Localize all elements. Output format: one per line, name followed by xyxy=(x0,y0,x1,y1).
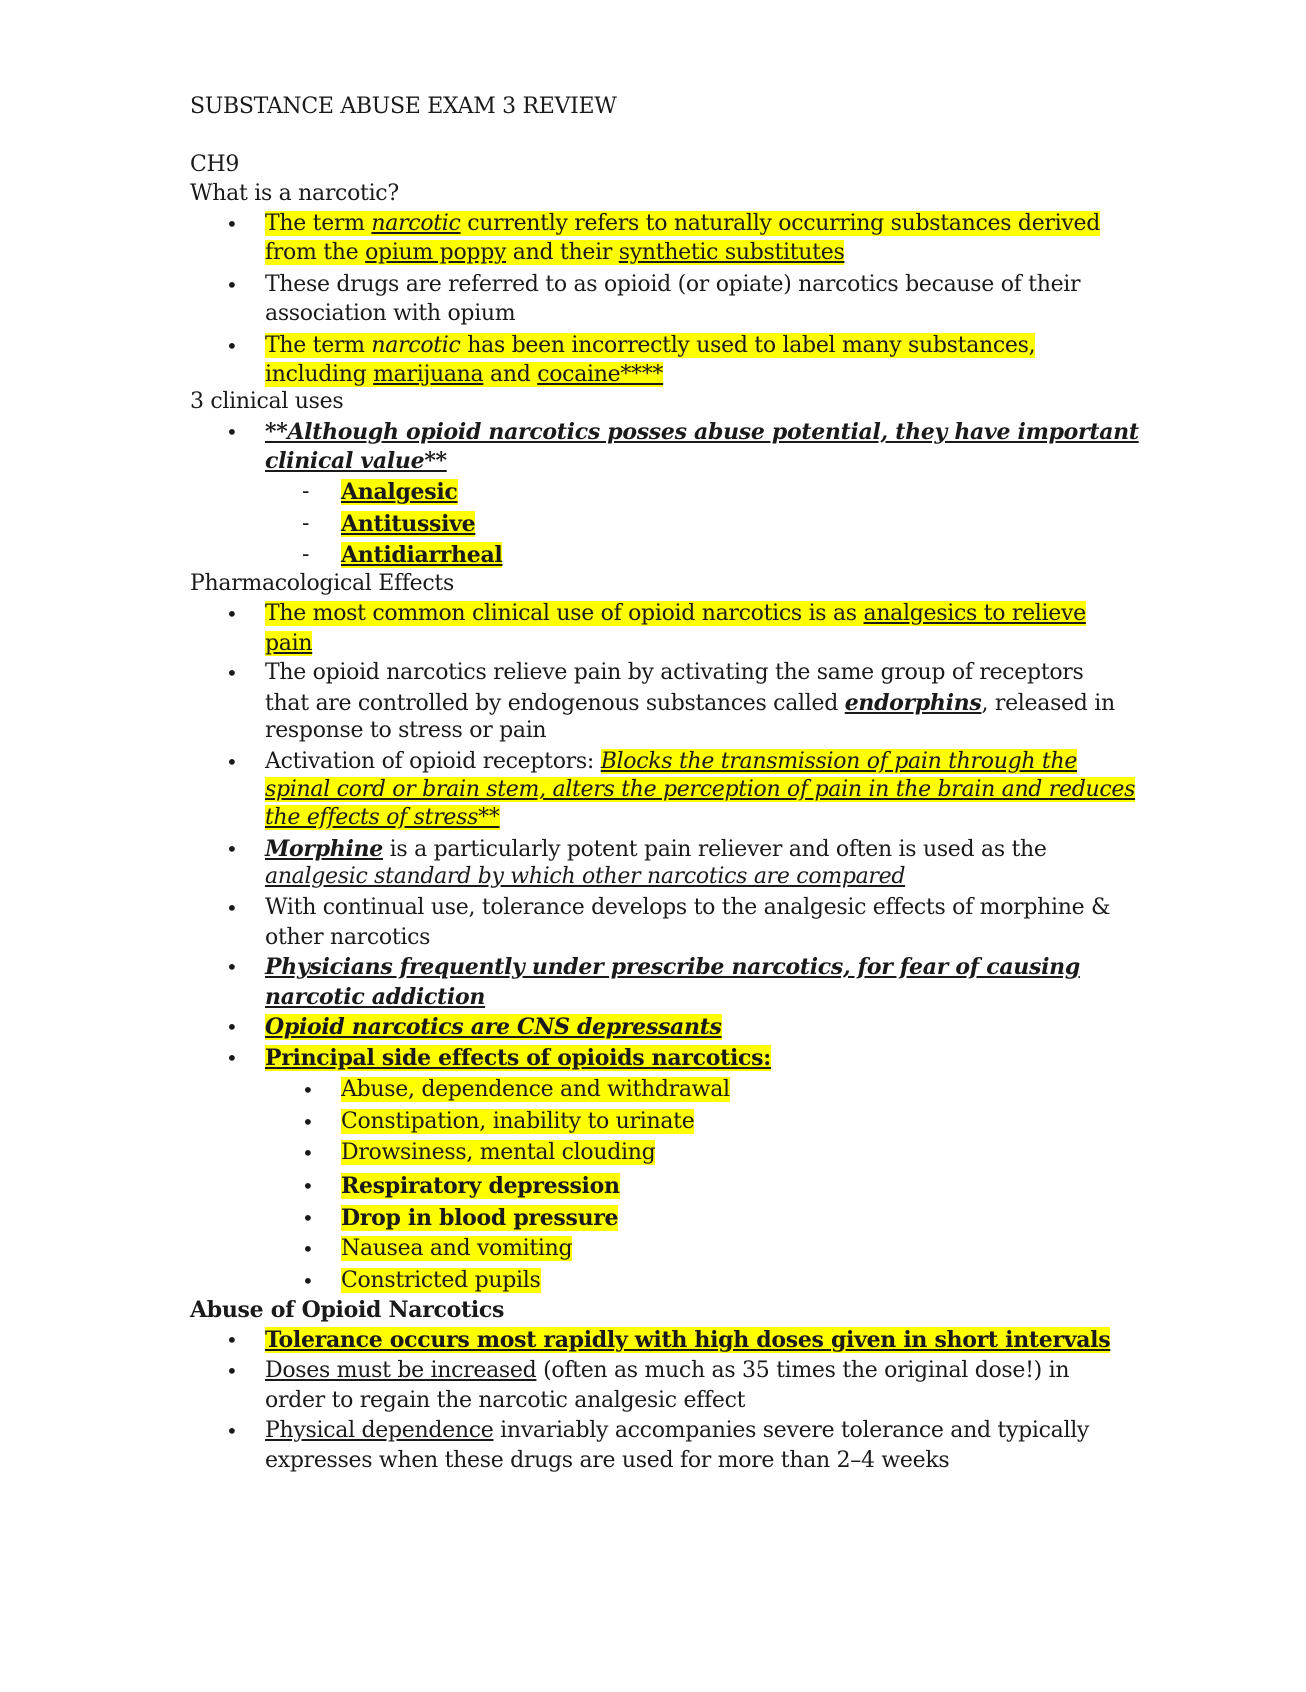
list-item: **Although opioid narcotics posses abuse potential, they have important xyxy=(265,419,1139,445)
bullet-icon: • xyxy=(226,955,238,979)
list-item: The most common clinical use of opioid narcotics is as analgesics to relieve xyxy=(265,601,1086,626)
list-item-cont: that are controlled by endogenous substances called endorphins, released in xyxy=(265,690,1115,716)
list-item: Drop in blood pressure xyxy=(341,1205,619,1231)
bullet-icon: • xyxy=(302,1141,314,1165)
list-item-cont: expresses when these drugs are used for more than 2–4 weeks xyxy=(265,1448,950,1473)
list-item: Constipation, inability to urinate xyxy=(341,1109,695,1134)
list-item-cont: from the opium poppy and their synthetic substitutes xyxy=(265,240,845,265)
list-item: The term narcotic currently refers to naturally occurring substances derived xyxy=(265,211,1101,236)
list-item: Opioid narcotics are CNS depressants xyxy=(265,1014,722,1040)
bullet-icon: • xyxy=(302,1269,314,1293)
section-heading: What is a narcotic? xyxy=(190,181,399,206)
list-item: These drugs are referred to as opioid (or opiate) narcotics because of their xyxy=(265,272,1081,297)
bullet-icon: • xyxy=(302,1078,314,1102)
bullet-icon: • xyxy=(226,1015,238,1039)
bullet-icon: • xyxy=(226,1419,238,1443)
bullet-icon: • xyxy=(226,837,238,861)
list-item-cont: analgesic standard by which other narcotics are compared xyxy=(265,864,906,889)
list-item-cont: response to stress or pain xyxy=(265,718,547,743)
list-item: Physical dependence invariably accompanies severe tolerance and typically xyxy=(265,1418,1090,1443)
list-item: Antidiarrheal xyxy=(341,542,503,568)
list-item: Nausea and vomiting xyxy=(341,1236,573,1261)
bullet-icon: • xyxy=(226,1328,238,1352)
list-item: Drowsiness, mental clouding xyxy=(341,1140,656,1165)
list-item: Activation of opioid receptors: Blocks the transmission of pain through the xyxy=(265,749,1078,774)
bullet-icon: • xyxy=(302,1174,314,1198)
dash-icon: - xyxy=(302,511,310,536)
list-item-cont: association with opium xyxy=(265,301,516,326)
list-item: Constricted pupils xyxy=(341,1268,541,1293)
bullet-icon: • xyxy=(226,273,238,297)
list-item-cont: spinal cord or brain stem, alters the perception of pain in the brain and reduces xyxy=(265,777,1136,802)
section-heading: 3 clinical uses xyxy=(190,389,344,414)
list-item: Respiratory depression xyxy=(341,1173,620,1199)
list-item: The opioid narcotics relieve pain by activating the same group of receptors xyxy=(265,660,1084,685)
list-item-cont: other narcotics xyxy=(265,925,431,950)
dash-icon: - xyxy=(302,479,310,504)
section-heading: Abuse of Opioid Narcotics xyxy=(190,1297,505,1323)
bullet-icon: • xyxy=(302,1206,314,1230)
list-item-cont: the effects of stress** xyxy=(265,805,500,830)
document-title: SUBSTANCE ABUSE EXAM 3 REVIEW xyxy=(190,94,617,119)
list-item: Antitussive xyxy=(341,511,476,537)
bullet-icon: • xyxy=(226,896,238,920)
chapter-label: CH9 xyxy=(190,152,240,177)
section-heading: Pharmacological Effects xyxy=(190,571,454,596)
bullet-icon: • xyxy=(226,420,238,444)
bullet-icon: • xyxy=(226,1359,238,1383)
list-item: Physicians frequently under prescribe narcotics, for fear of causing xyxy=(265,954,1080,980)
bullet-icon: • xyxy=(226,661,238,685)
list-item: Doses must be increased (often as much as 35 times the original dose!) in xyxy=(265,1358,1070,1383)
bullet-icon: • xyxy=(226,1046,238,1070)
list-item-cont: clinical value** xyxy=(265,448,447,474)
dash-icon: - xyxy=(302,542,310,567)
list-item-cont: order to regain the narcotic analgesic effect xyxy=(265,1388,746,1413)
list-item: The term narcotic has been incorrectly used to label many substances, xyxy=(265,333,1036,358)
bullet-icon: • xyxy=(226,602,238,626)
bullet-icon: • xyxy=(226,750,238,774)
list-item-cont: including marijuana and cocaine**** xyxy=(265,362,664,387)
list-item-cont: pain xyxy=(265,631,313,656)
bullet-icon: • xyxy=(226,334,238,358)
list-item: Principal side effects of opioids narcotics: xyxy=(265,1045,772,1071)
list-item: Tolerance occurs most rapidly with high doses given in short intervals xyxy=(265,1327,1111,1353)
list-item: Abuse, dependence and withdrawal xyxy=(341,1077,730,1102)
list-item: Morphine is a particularly potent pain reliever and often is used as the xyxy=(265,836,1047,862)
bullet-icon: • xyxy=(302,1237,314,1261)
list-item: Analgesic xyxy=(341,479,458,505)
bullet-icon: • xyxy=(302,1110,314,1134)
bullet-icon: • xyxy=(226,212,238,236)
list-item-cont: narcotic addiction xyxy=(265,984,486,1010)
list-item: With continual use, tolerance develops to the analgesic effects of morphine & xyxy=(265,895,1111,920)
